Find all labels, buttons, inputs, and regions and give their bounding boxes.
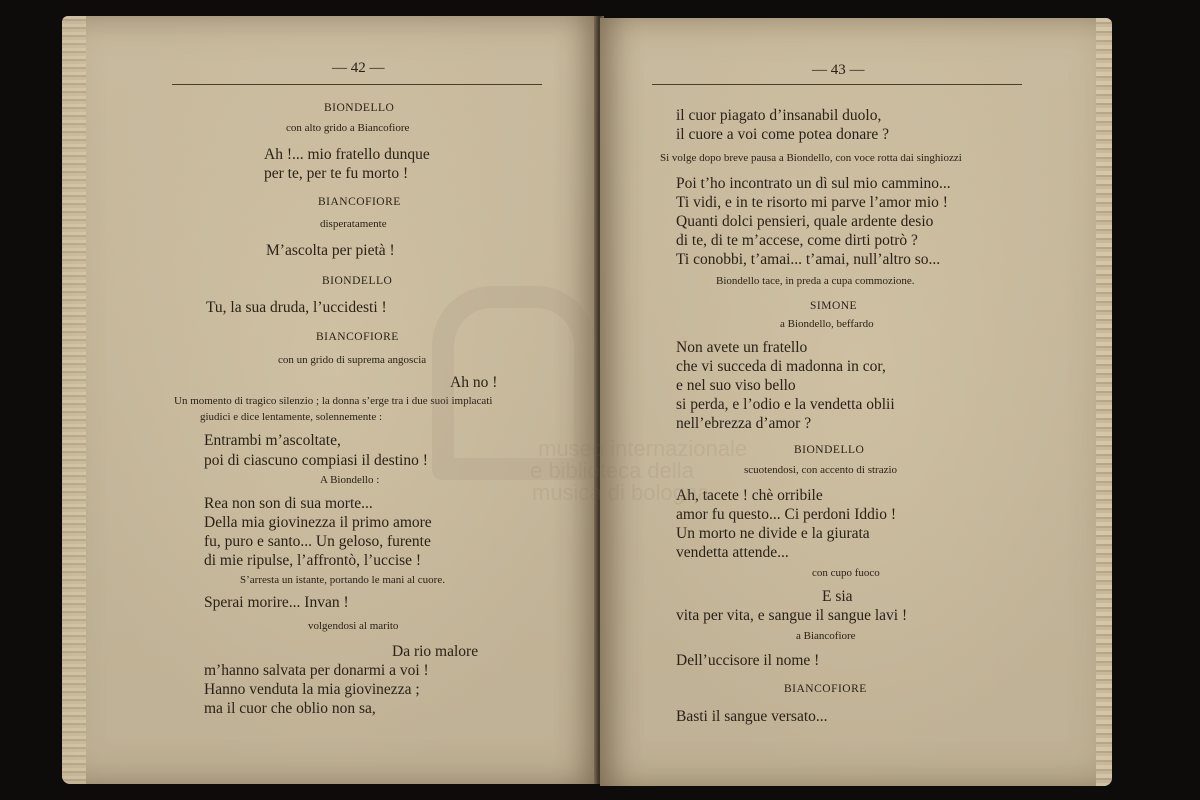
verse-line: Un morto ne divide e la giurata — [676, 525, 870, 542]
right-page — [600, 18, 1112, 786]
verse-line: fu, puro e santo... Un geloso, furente — [204, 533, 431, 550]
verse-line: Basti il sangue versato... — [676, 708, 828, 725]
verse-line: Quanti dolci pensieri, quale ardente desio — [676, 213, 934, 230]
open-book — [62, 16, 1118, 784]
stage-direction: Un momento di tragico silenzio ; la donna s’erge tra i due suoi implacati — [174, 395, 493, 407]
watermark-line: musica di bologna — [532, 480, 710, 505]
left-page-edge — [62, 16, 86, 784]
verse-line: di te, di te m’accese, come dirti potrò ? — [676, 232, 918, 249]
verse-line: per te, per te fu morto ! — [264, 165, 409, 182]
stage-direction: S’arresta un istante, portando le mani al cuore. — [240, 574, 445, 586]
verse-line: Tu, la sua druda, l’uccidesti ! — [206, 299, 387, 316]
stage-direction: con un grido di suprema angoscia — [278, 354, 427, 366]
verse-line: Della mia giovinezza il primo amore — [204, 514, 432, 531]
stage-direction: Si volge dopo breve pausa a Biondello, con voce rotta dai singhiozzi — [660, 152, 962, 164]
stage-direction: con alto grido a Biancofiore — [286, 122, 410, 134]
header-rule-right — [652, 84, 1022, 85]
verse-line: Poi t’ho incontrato un dì sul mio cammino... — [676, 175, 951, 192]
verse-line: Hanno venduta la mia giovinezza ; — [204, 681, 420, 698]
verse-line: di mie ripulse, l’affrontò, l’uccise ! — [204, 552, 422, 569]
verse-line: amor fu questo... Ci perdoni Iddio ! — [676, 506, 896, 523]
verse-line: Ti conobbi, t’amai... t’amai, null’altro so... — [676, 251, 941, 268]
stage-direction: A Biondello : — [320, 474, 380, 486]
verse-line: Sperai morire... Invan ! — [204, 594, 349, 611]
verse-line: E sia — [822, 588, 853, 605]
verse-line: che vi succeda di madonna in cor, — [676, 358, 886, 375]
verse-line: m’hanno salvata per donarmi a voi ! — [204, 662, 429, 679]
stage-direction: scuotendosi, con accento di strazio — [744, 464, 898, 476]
verse-line: il cuor piagato d’insanabil duolo, — [676, 107, 882, 124]
stage-direction: a Biancofiore — [796, 630, 856, 642]
verse-line: Rea non son di sua morte... — [204, 495, 373, 512]
verse-line: Entrambi m’ascoltate, — [204, 432, 341, 449]
speaker-name: BIANCOFIORE — [316, 331, 399, 343]
stage-direction: giudici e dice lentamente, solennemente : — [200, 411, 383, 423]
stage-direction: con cupo fuoco — [812, 567, 880, 579]
verse-line: vita per vita, e sangue il sangue lavi ! — [676, 607, 908, 624]
speaker-name: BIONDELLO — [324, 102, 395, 114]
verse-line: e nel suo viso bello — [676, 377, 796, 394]
speaker-name: BIONDELLO — [322, 275, 393, 287]
speaker-name: BIANCOFIORE — [318, 196, 401, 208]
verse-line: nell’ebrezza d’amor ? — [676, 415, 812, 432]
speaker-name: BIONDELLO — [794, 444, 865, 456]
verse-line: il cuore a voi come potea donare ? — [676, 126, 890, 143]
stage-direction: volgendosi al marito — [308, 620, 399, 632]
header-rule-left — [172, 84, 542, 85]
speaker-name: SIMONE — [810, 300, 858, 312]
verse-line: Ah !... mio fratello dunque — [264, 146, 430, 163]
verse-line: Non avete un fratello — [676, 339, 808, 356]
stage-direction: a Biondello, beffardo — [780, 318, 874, 330]
verse-line: Ti vidi, e in te risorto mi parve l’amor mio ! — [676, 194, 948, 211]
stage-direction: Biondello tace, in preda a cupa commozione. — [716, 275, 915, 287]
right-page-edge — [1096, 18, 1112, 786]
verse-line: Dell’uccisore il nome ! — [676, 652, 820, 669]
verse-line: vendetta attende... — [676, 544, 789, 561]
verse-line: ma il cuor che oblio non sa, — [204, 700, 376, 717]
verse-line: Da rio malore — [392, 643, 479, 660]
verse-line: Ah no ! — [450, 374, 498, 391]
verse-line: M’ascolta per pietà ! — [266, 242, 395, 259]
verse-line: Ah, tacete ! chè orribile — [676, 487, 823, 504]
stage-direction: disperatamente — [320, 218, 387, 230]
page-number-left: — 42 — — [332, 60, 385, 76]
verse-line: si perda, e l’odio e la vendetta oblii — [676, 396, 895, 413]
speaker-name: BIANCOFIORE — [784, 683, 867, 695]
verse-line: poi di ciascuno compiasi il destino ! — [204, 452, 428, 469]
watermark-line: museo internazionale — [538, 436, 748, 461]
watermark-line: e biblioteca della — [530, 458, 694, 483]
page-number-right: — 43 — — [812, 62, 865, 78]
